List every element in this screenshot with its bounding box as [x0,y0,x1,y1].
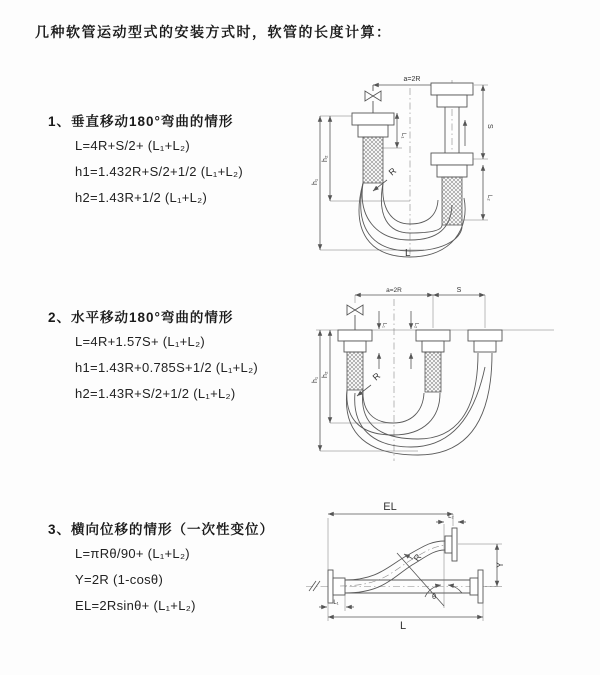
dimension-s [433,287,485,295]
theta-label: θ [432,592,437,601]
left-flange [352,113,394,137]
hose-u-bends [346,353,492,455]
r-label: R [411,552,424,564]
top-flange-displaced [445,528,457,561]
h1-label: h₁ [312,376,319,383]
break-mark [309,581,320,591]
l1-label: L₁ [333,600,339,606]
diagram-vertical-180-bend [312,70,568,262]
section-2-formula-h2: h2=1.43R+S/2+1/2 (L₁+L₂) [75,386,236,401]
section-1-formula-L: L=4R+S/2+ (L₁+L₂) [75,138,190,153]
length-label: L [405,248,411,259]
h2-label: h₂ [322,371,329,378]
a2r-label: a=2R [386,287,402,294]
section-2-formula-L: L=4R+1.57S+ (L₁+L₂) [75,334,206,349]
left-hose-braid [363,137,383,183]
r-label: R [370,370,383,383]
l2-label: L₂ [413,323,419,329]
center-hose-braid [425,352,441,392]
left-flange [328,570,345,603]
right-flange-upper [431,83,473,107]
l1-label: L₁ [400,133,406,139]
valve-icon [365,85,381,113]
right-hose-braid [442,177,462,225]
dimension-l2 [436,514,466,522]
section-2-formula-h1: h1=1.43R+0.785S+1/2 (L₁+L₂) [75,360,259,375]
l2-label: L₂ [486,195,492,201]
right-flange-lower [431,153,473,177]
dimension-l [328,602,483,632]
r-label: R [386,165,399,178]
section-3-formula-L: L=πRθ/90+ (L₁+L₂) [75,546,190,561]
section-2-heading: 2、水平移动180°弯曲的情形 [48,310,234,325]
el-label: EL [383,501,397,513]
l-label: L [399,620,407,632]
section-1-heading: 1、垂直移动180°弯曲的情形 [48,114,234,129]
s-label: S [486,124,493,129]
dimension-el [328,501,453,570]
section-1-formula-h1: h1=1.432R+S/2+1/2 (L₁+L₂) [75,164,243,179]
section-3-formula-EL: EL=2Rsinθ+ (L₁+L₂) [75,598,196,613]
l2-label: L₂ [448,514,454,520]
dimension-l1 [319,595,354,611]
dimension-l1 [379,311,387,369]
left-flange [338,330,372,352]
radius-callout [404,552,424,563]
s-curve-hose-displaced [340,541,450,593]
right-flange-original [470,570,483,603]
section-1-formula-h2: h2=1.43R+1/2 (L₁+L₂) [75,190,208,205]
y-label: Y [495,561,505,568]
section-3-formula-Y: Y=2R (1-cosθ) [75,572,164,587]
diagram-lateral-displacement [298,498,600,643]
valve-icon [347,305,363,330]
center-flange [416,330,450,352]
dimension-s [473,85,493,159]
a2r-label: a=2R [403,76,421,83]
diagram-horizontal-180-bend [312,283,584,471]
s-label: S [456,287,462,294]
h2-label: h₂ [322,155,329,162]
page-title: 几种软管运动型式的安装方式时，软管的长度计算： [35,24,392,40]
dimension-a2r [355,287,485,328]
left-hose-braid [347,352,363,390]
right-flange [468,330,502,352]
section-3-heading: 3、横向位移的情形（一次性变位） [48,522,275,537]
l1-label: L₁ [381,323,387,328]
h1-label: h₁ [312,178,319,185]
